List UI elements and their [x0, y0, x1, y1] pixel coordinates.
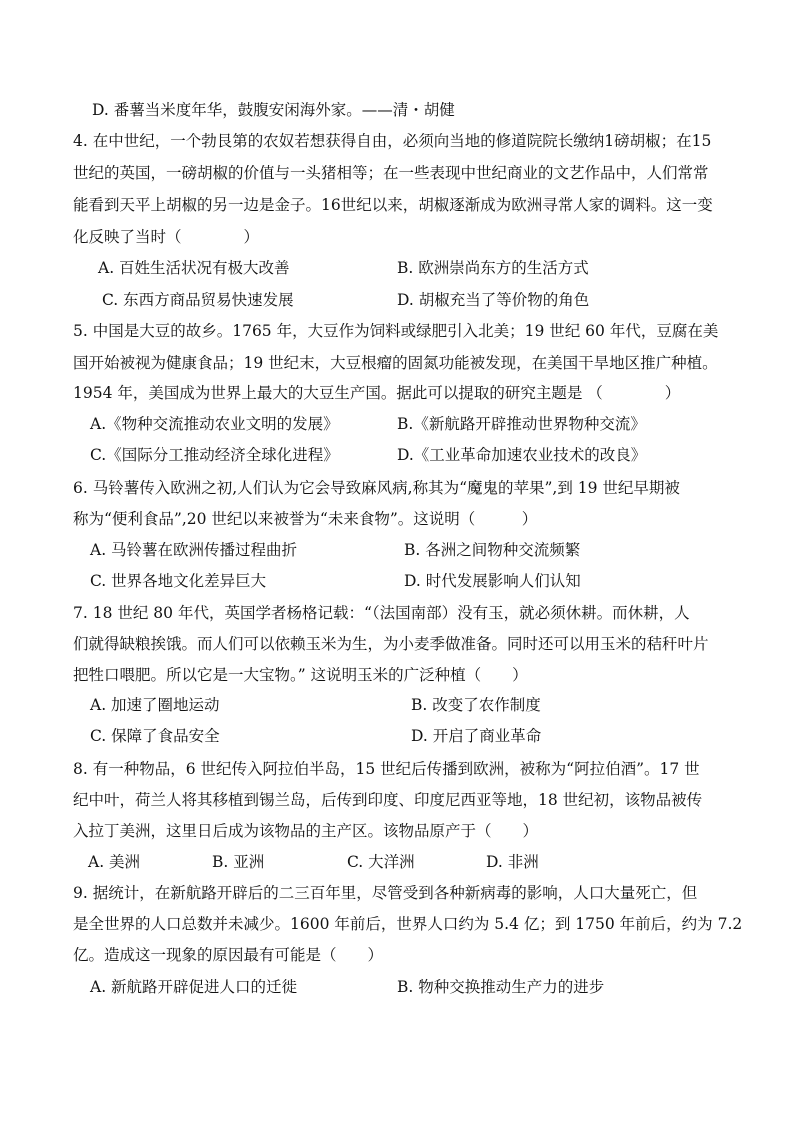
question-7-text: 把牲口喂肥。所以它是一大宝物。” 这说明玉米的广泛种植（ ）: [73, 666, 528, 684]
option-a: A. 新航路开辟促进人口的迁徙: [90, 978, 298, 996]
option-b: B. 亚洲: [212, 853, 265, 871]
option-d: D.《工业革命加速农业技术的改良》: [397, 446, 647, 464]
question-5-text: 国开始被视为健康食品；19 世纪末，大豆根瘤的固氮功能被发现，在美国干旱地区推广种植。: [73, 354, 718, 372]
question-6-text: 称为“便利食品”,20 世纪以来被誉为“未来食物”。这说明（ ）: [73, 510, 538, 528]
option-a: A. 加速了圈地运动: [90, 696, 220, 714]
option-d: D. 时代发展影响人们认知: [404, 572, 581, 590]
option-text: D. 番薯当米度年华，鼓腹安闲海外家。——清・胡健: [92, 101, 455, 119]
question-8-text: 纪中叶，荷兰人将其移植到锡兰岛，后传到印度、印度尼西亚等地，18 世纪初，该物品被传: [73, 791, 703, 809]
option-d: D. 胡椒充当了等价物的角色: [397, 291, 590, 309]
question-9-text: 是全世界的人口总数并未减少。1600 年前后，世界人口约为 5.4 亿；到 1750 年前后，约为 7.2: [73, 915, 743, 933]
option-b: B. 改变了农作制度: [411, 696, 541, 714]
option-c: C. 保障了食品安全: [90, 727, 220, 745]
question-4-text: 化反映了当时（ ）: [73, 228, 260, 246]
option-a: A. 美洲: [88, 853, 141, 871]
question-7-text: 7. 18 世纪 80 年代，英国学者杨格记载：“（法国南部）没有玉，就必须休耕。而休耕，人: [73, 604, 690, 622]
question-6-text: 6. 马铃薯传入欧洲之初,人们认为它会导致麻风病,称其为“魔鬼的苹果”,到 19 世纪早期被: [73, 479, 680, 497]
option-d: D. 非洲: [486, 853, 539, 871]
option-c: C. 世界各地文化差异巨大: [90, 572, 267, 590]
question-5-text: 5. 中国是大豆的故乡。1765 年，大豆作为饲料或绿肥引入北美；19 世纪 60 年代，豆腐在美: [73, 322, 719, 340]
question-9-text: 亿。造成这一现象的原因最有可能是（ ）: [73, 946, 384, 964]
question-4-text: 能看到天平上胡椒的另一边是金子。16世纪以来，胡椒逐渐成为欧洲寻常人家的调料。这一变: [73, 196, 713, 214]
option-a: A. 马铃薯在欧洲传播过程曲折: [90, 541, 298, 559]
question-5-text: 1954 年，美国成为世界上最大的大豆生产国。据此可以提取的研究主题是 （ ）: [73, 384, 681, 402]
option-b: B. 物种交换推动生产力的进步: [397, 978, 605, 996]
option-d: D. 开启了商业革命: [411, 727, 542, 745]
question-4-text: 4. 在中世纪，一个勃艮第的农奴若想获得自由，必须向当地的修道院院长缴纳1磅胡椒；在15: [73, 132, 712, 150]
option-c: C. 东西方商品贸易快速发展: [102, 291, 294, 309]
option-c: C.《国际分工推动经济全球化进程》: [90, 446, 339, 464]
option-a: A. 百姓生活状况有极大改善: [98, 259, 290, 277]
question-4-text: 世纪的英国，一磅胡椒的价值与一头猪相等；在一些表现中世纪商业的文艺作品中，人们常常: [73, 164, 709, 182]
option-b: B. 欧洲崇尚东方的生活方式: [397, 259, 589, 277]
question-7-text: 们就得缺粮挨饿。而人们可以依赖玉米为生，为小麦季做准备。同时还可以用玉米的秸秆叶片: [73, 635, 709, 653]
option-b: B. 各洲之间物种交流频繁: [404, 541, 581, 559]
option-b: B.《新航路开辟推动世界物种交流》: [397, 415, 646, 433]
option-a: A.《物种交流推动农业文明的发展》: [90, 415, 339, 433]
question-8-text: 入拉丁美洲，这里日后成为该物品的主产区。该物品原产于（ ）: [73, 822, 539, 840]
question-8-text: 8. 有一种物品，6 世纪传入阿拉伯半岛，15 世纪后传播到欧洲，被称为“阿拉伯酒”。17 世: [73, 760, 700, 778]
option-c: C. 大洋洲: [347, 853, 415, 871]
question-9-text: 9. 据统计，在新航路开辟后的二三百年里，尽管受到各种新病毒的影响，人口大量死亡，但: [73, 884, 698, 902]
